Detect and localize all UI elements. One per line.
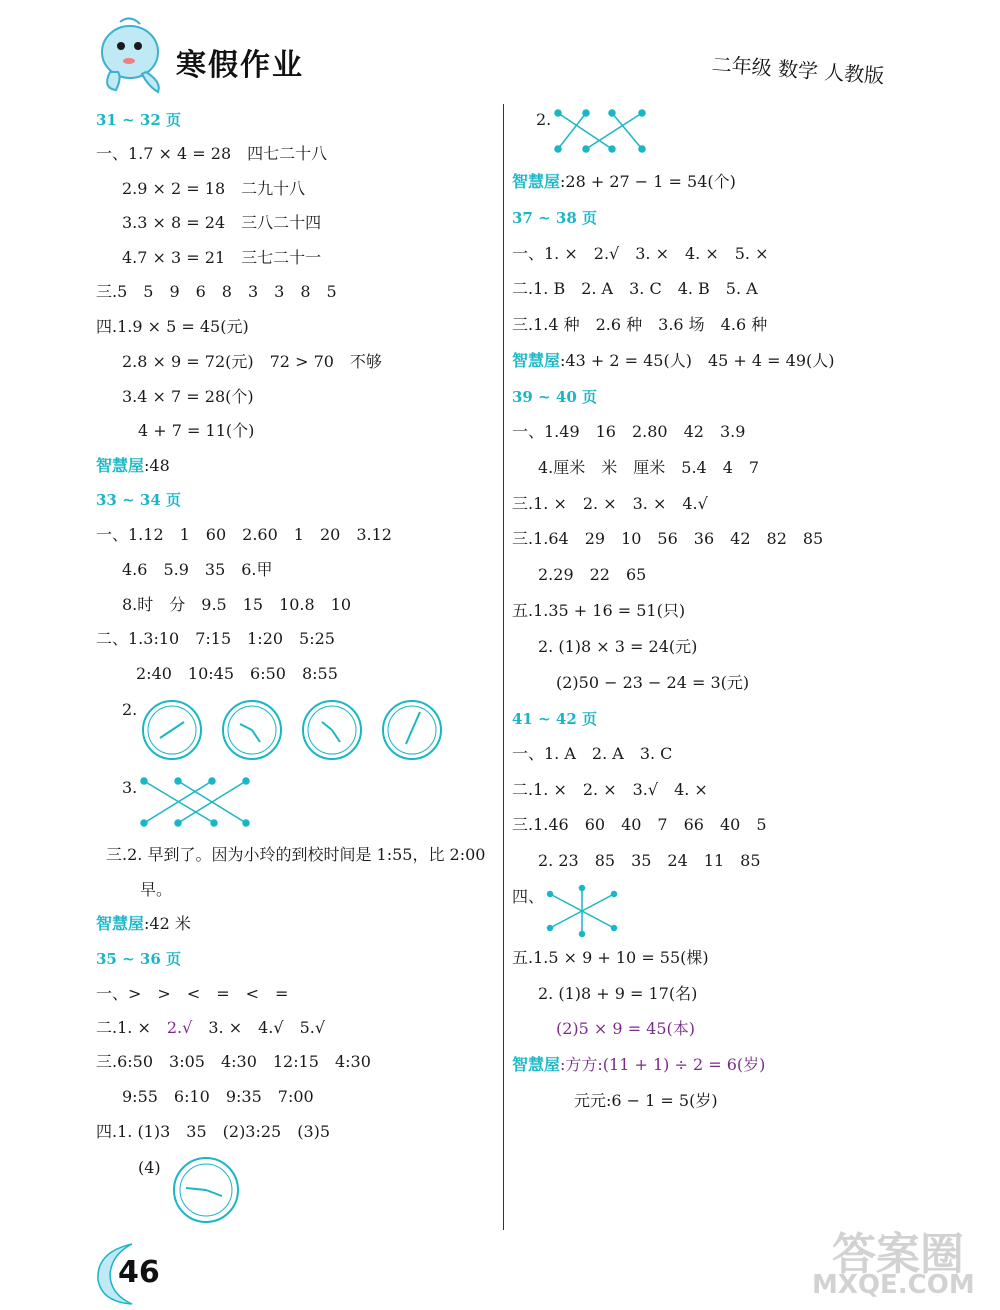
clock-icon	[383, 701, 441, 759]
section-title-41-42: 41 ~ 42 页	[512, 710, 597, 728]
answer-line: 三.1.46 60 40 7 66 40 5	[512, 815, 767, 834]
answer-line: 一、1.7 × 4 = 28 四七二十八	[96, 144, 328, 163]
star-lines-icon	[544, 884, 620, 938]
wisdom-house-line	[96, 914, 191, 934]
answer-line: (4)	[138, 1158, 161, 1177]
page-number: 46	[118, 1255, 160, 1290]
section-title-37-38: 37 ~ 38 页	[512, 209, 597, 227]
answer-line: 三.1.4 种 2.6 种 3.6 场 4.6 种	[512, 315, 768, 334]
answer-line: 元元:6 − 1 = 5(岁)	[574, 1091, 718, 1110]
watermark-url: MXQE.COM	[812, 1270, 975, 1300]
header-subtitle: 二年级 数学 人教版	[711, 52, 886, 89]
answer-line: 早。	[140, 880, 173, 899]
answer-line: 2.	[122, 700, 138, 719]
answer-line: 二.1. × 2. × 3.√ 4. ×	[512, 780, 708, 799]
clock-icon	[223, 701, 281, 759]
answer-line: 一、1.49 16 2.80 42 3.9	[512, 422, 746, 441]
section-title-33-34: 33 ~ 34 页	[96, 491, 181, 509]
answer-line: (2)5 × 9 = 45(本)	[556, 1019, 696, 1038]
wisdom-house-label: 智慧屋	[512, 172, 561, 191]
wisdom-house-label: 智慧屋	[512, 1055, 561, 1074]
section-title-35-36: 35 ~ 36 页	[96, 950, 181, 968]
answer-line: 五.1.5 × 9 + 10 = 55(棵)	[512, 948, 709, 967]
wisdom-house-label: 智慧屋	[96, 456, 145, 475]
watermark-logo: 答案圈	[832, 1229, 964, 1280]
wisdom-house-value: :48	[144, 456, 170, 475]
matching-lines-icon	[138, 775, 258, 831]
wisdom-house-line	[512, 1055, 765, 1075]
answer-line: 4 + 7 = 11(个)	[138, 421, 255, 440]
answer-line: 四.1. (1)3 35 (2)3:25 (3)5	[96, 1122, 331, 1141]
answer-line: 二、1.3:10 7:15 1:20 5:25	[96, 629, 335, 648]
answer-line: 四、	[512, 887, 545, 906]
wisdom-house-value: :42 米	[144, 914, 191, 933]
clock-icon	[303, 701, 361, 759]
answer-line: 2.	[536, 110, 552, 129]
clock-icon	[143, 701, 201, 759]
answer-line: 2:40 10:45 6:50 8:55	[136, 664, 338, 683]
answer-line: 3.	[122, 778, 138, 797]
answer-part: 3. × 4.√ 5.√	[208, 1018, 326, 1037]
wisdom-house-value: :28 + 27 − 1 = 54(个)	[560, 172, 736, 191]
matching-lines-icon	[552, 107, 652, 157]
answer-line: 2.29 22 65	[538, 565, 647, 584]
mascot-dolphin-icon	[96, 16, 170, 94]
answer-line: 4.6 5.9 35 6.甲	[122, 560, 273, 579]
header-title: 寒假作业	[176, 48, 304, 83]
wisdom-house-line	[96, 456, 170, 476]
wisdom-house-line	[512, 351, 835, 371]
answer-line: 三.6:50 3:05 4:30 12:15 4:30	[96, 1052, 371, 1071]
answer-line: 一、1.12 1 60 2.60 1 20 3.12	[96, 525, 392, 544]
answer-line: 3.4 × 7 = 28(个)	[122, 387, 254, 406]
section-title-39-40: 39 ~ 40 页	[512, 388, 597, 406]
answer-line: 2. 23 85 35 24 11 85	[538, 851, 761, 870]
answer-line: 四.1.9 × 5 = 45(元)	[96, 317, 249, 336]
answer-line: 4.7 × 3 = 21 三七二十一	[122, 248, 322, 267]
answer-line: 9:55 6:10 9:35 7:00	[122, 1087, 314, 1106]
answer-line: 2. (1)8 + 9 = 17(名)	[538, 984, 698, 1003]
answer-line	[96, 1018, 325, 1038]
answer-line: 一、> > < = < =	[96, 984, 289, 1003]
answer-line: 三.5 5 9 6 8 3 3 8 5	[96, 282, 337, 301]
answer-line: (2)50 − 23 − 24 = 3(元)	[556, 673, 750, 692]
column-divider	[503, 104, 504, 1230]
clock-icon	[170, 1156, 242, 1224]
wisdom-house-value: :43 + 2 = 45(人) 45 + 4 = 49(人)	[560, 351, 835, 370]
answer-line: 三.1.64 29 10 56 36 42 82 85	[512, 529, 824, 548]
answer-line: 一、1. × 2.√ 3. × 4. × 5. ×	[512, 244, 769, 263]
answer-line: 2. (1)8 × 3 = 24(元)	[538, 637, 698, 656]
wisdom-house-value: :方方:(11 + 1) ÷ 2 = 6(岁)	[560, 1055, 766, 1074]
answer-line: 4.厘米 米 厘米 5.4 4 7	[538, 458, 760, 477]
answer-line: 五.1.35 + 16 = 51(只)	[512, 601, 686, 620]
wisdom-house-line	[512, 172, 736, 192]
answer-line: 3.3 × 8 = 24 三八二十四	[122, 213, 322, 232]
wisdom-house-label: 智慧屋	[512, 351, 561, 370]
answer-line: 2.9 × 2 = 18 二九十八	[122, 179, 306, 198]
answer-line: 2.8 × 9 = 72(元) 72 > 70 不够	[122, 352, 382, 371]
answer-part: 二.1. ×	[96, 1018, 151, 1037]
clock-row	[140, 698, 480, 762]
answer-line: 三.1. × 2. × 3. × 4.√	[512, 494, 708, 513]
wisdom-house-label: 智慧屋	[96, 914, 145, 933]
answer-part: 2.√	[166, 1018, 193, 1037]
answer-line: 一、1. A 2. A 3. C	[512, 744, 673, 763]
answer-line: 8.时 分 9.5 15 10.8 10	[122, 595, 352, 614]
answer-line: 三.2. 早到了。因为小玲的到校时间是 1:55，比 2:00	[106, 845, 486, 864]
answer-line: 二.1. B 2. A 3. C 4. B 5. A	[512, 279, 758, 298]
section-title-31-32: 31 ~ 32 页	[96, 111, 181, 129]
